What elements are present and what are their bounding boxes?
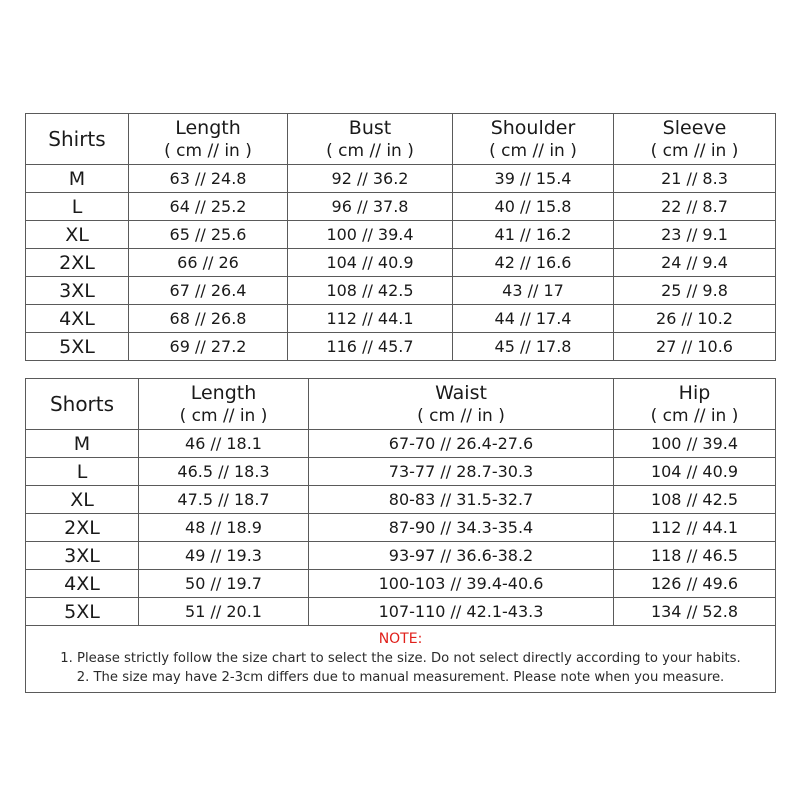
measurement-cell: 42 // 16.6: [453, 249, 614, 277]
measurement-cell: 48 // 18.9: [139, 514, 309, 542]
measurement-cell: 108 // 42.5: [614, 486, 776, 514]
table-row: [26, 277, 776, 305]
shorts-column-header: [614, 379, 776, 430]
note-row: [26, 626, 776, 693]
measurement-cell: 47.5 // 18.7: [139, 486, 309, 514]
measurement-cell: 39 // 15.4: [453, 165, 614, 193]
table-row: [26, 193, 776, 221]
measurement-cell: 100 // 39.4: [288, 221, 453, 249]
measurement-cell: 45 // 17.8: [453, 333, 614, 361]
column-unit: ( cm // in ): [164, 141, 252, 161]
measurement-cell: 87-90 // 34.3-35.4: [309, 514, 614, 542]
column-title: Length: [175, 117, 241, 139]
shirts-column-header: [288, 114, 453, 165]
measurement-cell: 73-77 // 28.7-30.3: [309, 458, 614, 486]
table-row: [26, 430, 776, 458]
measurement-cell: 24 // 9.4: [614, 249, 776, 277]
measurement-cell: 80-83 // 31.5-32.7: [309, 486, 614, 514]
measurement-cell: 21 // 8.3: [614, 165, 776, 193]
size-label: 3XL: [26, 277, 129, 305]
measurement-cell: 26 // 10.2: [614, 305, 776, 333]
measurement-cell: 118 // 46.5: [614, 542, 776, 570]
size-label: XL: [26, 221, 129, 249]
shirts-column-header: [614, 114, 776, 165]
shirts-size-table: [25, 113, 776, 361]
note-line: 2. The size may have 2-3cm differs due to manual measurement. Please note when you measure.: [76, 670, 725, 685]
column-unit: ( cm // in ): [326, 141, 414, 161]
measurement-cell: 46.5 // 18.3: [139, 458, 309, 486]
shirts-column-header: [129, 114, 288, 165]
measurement-cell: 50 // 19.7: [139, 570, 309, 598]
measurement-cell: 63 // 24.8: [129, 165, 288, 193]
table-row: [26, 514, 776, 542]
table-row: [26, 333, 776, 361]
measurement-cell: 104 // 40.9: [288, 249, 453, 277]
measurement-cell: 93-97 // 36.6-38.2: [309, 542, 614, 570]
measurement-cell: 41 // 16.2: [453, 221, 614, 249]
size-label: 4XL: [26, 570, 139, 598]
measurement-cell: 108 // 42.5: [288, 277, 453, 305]
measurement-cell: 96 // 37.8: [288, 193, 453, 221]
note-line: 1. Please strictly follow the size chart to select the size. Do not select directly according to your habits.: [60, 651, 741, 666]
table-row: [26, 570, 776, 598]
measurement-cell: 46 // 18.1: [139, 430, 309, 458]
measurement-cell: 64 // 25.2: [129, 193, 288, 221]
table-row: [26, 486, 776, 514]
column-title: Waist: [435, 382, 487, 404]
measurement-cell: 92 // 36.2: [288, 165, 453, 193]
measurement-cell: 44 // 17.4: [453, 305, 614, 333]
measurement-cell: 104 // 40.9: [614, 458, 776, 486]
measurement-cell: 116 // 45.7: [288, 333, 453, 361]
size-label: 5XL: [26, 598, 139, 626]
measurement-cell: 67 // 26.4: [129, 277, 288, 305]
column-unit: ( cm // in ): [650, 406, 739, 426]
measurement-cell: 25 // 9.8: [614, 277, 776, 305]
column-unit: ( cm // in ): [650, 141, 739, 161]
table-row: [26, 458, 776, 486]
column-unit: ( cm // in ): [417, 406, 505, 426]
size-label: M: [26, 430, 139, 458]
measurement-cell: 67-70 // 26.4-27.6: [309, 430, 614, 458]
size-label: M: [26, 165, 129, 193]
measurement-cell: 51 // 20.1: [139, 598, 309, 626]
size-label: 2XL: [26, 249, 129, 277]
column-title: Length: [190, 382, 257, 404]
measurement-cell: 43 // 17: [453, 277, 614, 305]
note-title: NOTE:: [378, 631, 423, 647]
size-label: XL: [26, 486, 139, 514]
column-unit: ( cm // in ): [179, 406, 268, 426]
measurement-cell: 49 // 19.3: [139, 542, 309, 570]
table-row: [26, 165, 776, 193]
table-row: [26, 542, 776, 570]
table-row: [26, 305, 776, 333]
shorts-column-header: [139, 379, 309, 430]
measurement-cell: 126 // 49.6: [614, 570, 776, 598]
measurement-cell: 134 // 52.8: [614, 598, 776, 626]
measurement-cell: 100-103 // 39.4-40.6: [309, 570, 614, 598]
column-title: Sleeve: [662, 117, 727, 139]
measurement-cell: 66 // 26: [129, 249, 288, 277]
table-row: [26, 221, 776, 249]
shorts-table-label: Shorts: [26, 379, 139, 430]
shorts-column-header: [309, 379, 614, 430]
measurement-cell: 27 // 10.6: [614, 333, 776, 361]
table-row: [26, 249, 776, 277]
measurement-cell: 40 // 15.8: [453, 193, 614, 221]
measurement-cell: 22 // 8.7: [614, 193, 776, 221]
measurement-cell: 112 // 44.1: [288, 305, 453, 333]
measurement-cell: 68 // 26.8: [129, 305, 288, 333]
shirts-table-label: Shirts: [26, 114, 129, 165]
shorts-header-row: [26, 379, 776, 430]
column-title: Hip: [678, 382, 711, 404]
note-block: [26, 626, 776, 693]
table-row: [26, 598, 776, 626]
measurement-cell: 23 // 9.1: [614, 221, 776, 249]
shirts-header-row: [26, 114, 776, 165]
size-label: 2XL: [26, 514, 139, 542]
measurement-cell: 112 // 44.1: [614, 514, 776, 542]
measurement-cell: 107-110 // 42.1-43.3: [309, 598, 614, 626]
shirts-column-header: [453, 114, 614, 165]
shorts-size-table: [25, 378, 776, 693]
column-title: Bust: [348, 117, 392, 139]
column-unit: ( cm // in ): [489, 141, 577, 161]
measurement-cell: 69 // 27.2: [129, 333, 288, 361]
measurement-cell: 65 // 25.6: [129, 221, 288, 249]
column-title: Shoulder: [490, 117, 576, 139]
size-label: L: [26, 193, 129, 221]
size-label: 4XL: [26, 305, 129, 333]
size-label: L: [26, 458, 139, 486]
size-label: 3XL: [26, 542, 139, 570]
measurement-cell: 100 // 39.4: [614, 430, 776, 458]
size-label: 5XL: [26, 333, 129, 361]
